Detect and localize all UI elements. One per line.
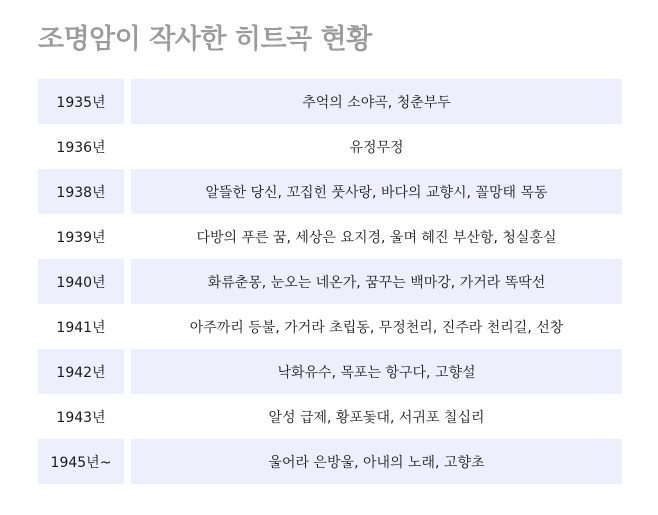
table-row	[38, 439, 622, 484]
hit-songs-table	[38, 79, 622, 484]
year-cell: 1939년	[56, 229, 106, 246]
year-cell: 1943년	[56, 409, 106, 426]
year-cell: 1940년	[38, 259, 124, 304]
year-cell: 1938년	[38, 169, 124, 214]
table-row	[38, 214, 622, 259]
songs-cell: 화류춘몽, 눈오는 네온가, 꿈꾸는 백마강, 가거라 똑딱선	[131, 259, 622, 304]
songs-cell: 추억의 소야곡, 청춘부두	[131, 79, 622, 124]
songs-cell: 알뜰한 당신, 꼬집힌 풋사랑, 바다의 교향시, 꼴망태 목동	[131, 169, 622, 214]
year-cell: 1941년	[56, 319, 106, 336]
songs-cell: 아주까리 등불, 가거라 초립동, 무정천리, 진주라 천리길, 선창	[189, 319, 564, 336]
songs-cell: 다방의 푸른 꿈, 세상은 요지경, 울며 헤진 부산항, 청실홍실	[196, 229, 557, 246]
table-row	[38, 79, 622, 124]
table-row	[38, 169, 622, 214]
table-row	[38, 304, 622, 349]
year-cell: 1942년	[38, 349, 124, 394]
year-cell: 1935년	[38, 79, 124, 124]
songs-cell: 낙화유수, 목포는 항구다, 고향설	[131, 349, 622, 394]
songs-cell: 울어라 은방울, 아내의 노래, 고향초	[131, 439, 622, 484]
page-title: 조명암이 작사한 히트곡 현황	[38, 24, 372, 55]
songs-cell: 알성 급제, 황포돛대, 서귀포 칠십리	[268, 409, 485, 426]
table-row	[38, 349, 622, 394]
songs-cell: 유정무정	[349, 139, 404, 156]
table-row	[38, 259, 622, 304]
year-cell: 1936년	[56, 139, 106, 156]
table-row	[38, 394, 622, 439]
year-cell: 1945년~	[38, 439, 124, 484]
table-row	[38, 124, 622, 169]
